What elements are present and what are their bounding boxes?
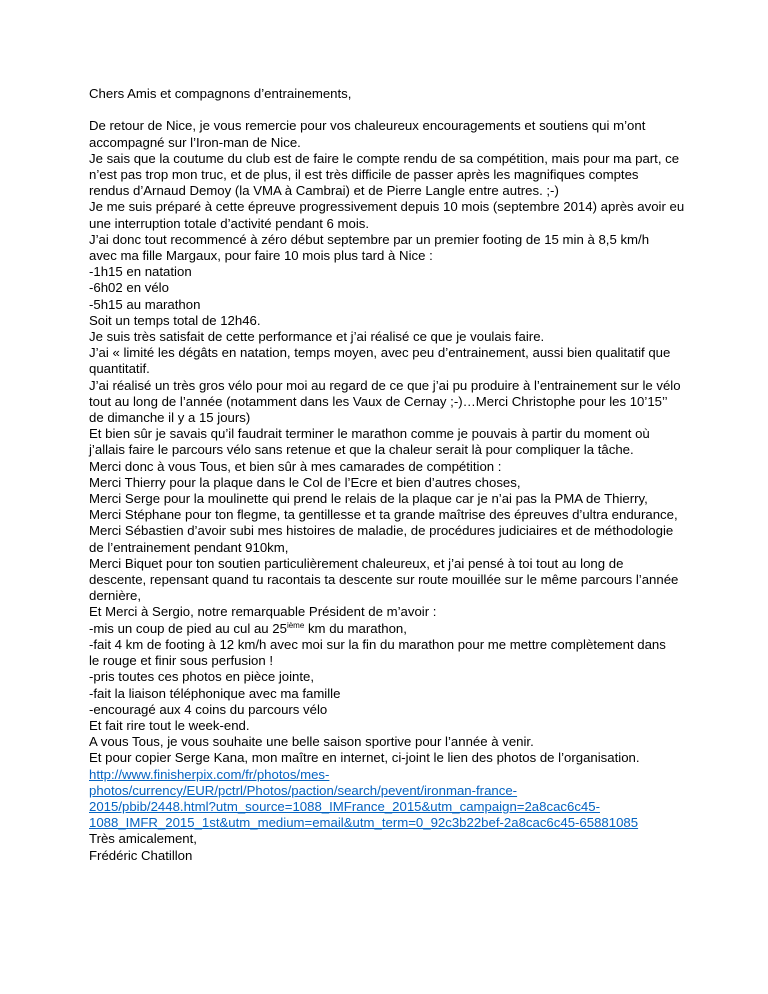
text-line: J’ai donc tout recommencé à zéro début septembre par un premier footing de 15 min à 8,5 km/h: [89, 231, 650, 247]
text-line: Et Merci à Sergio, notre remarquable Président de m’avoir :: [89, 604, 437, 620]
text-line: -fait 4 km de footing à 12 km/h avec moi sur la fin du marathon pour me mettre complètement dans: [89, 636, 666, 652]
text-line: de dimanche il y a 15 jours): [89, 410, 251, 426]
text-line: Et fait rire tout le week-end.: [89, 717, 250, 733]
text-line: Soit un temps total de 12h46.: [89, 312, 261, 328]
kick-line: [89, 621, 688, 637]
ordinal-superscript: ième: [286, 620, 305, 630]
body-text-b: [89, 637, 688, 767]
kick-text-before: -mis un coup de pied au cul au 25: [89, 620, 287, 636]
greeting: Chers Amis et compagnons d’entrainements,: [89, 86, 352, 101]
text-line: Je sais que la coutume du club est de faire le compte rendu de sa compétition, mais pour ma part, ce: [89, 150, 680, 166]
text-line: j’allais faire le parcours vélo sans retenue et que la chaleur serait là pour compliquer la tâche.: [89, 442, 634, 458]
text-line: Merci donc à vous Tous, et bien sûr à mes camarades de compétition :: [89, 458, 502, 474]
text-line: Je me suis préparé à cette épreuve progressivement depuis 10 mois (septembre 2014) après avoir eu: [89, 199, 685, 215]
closing: Très amicalement,: [89, 831, 197, 847]
text-line: dernière,: [89, 588, 142, 604]
text-line: Merci Stéphane pour ton flegme, ta gentillesse et ta grande maîtrise des épreuves d’ultra endurance,: [89, 507, 678, 523]
text-line: le rouge et finir sous perfusion !: [89, 653, 273, 669]
text-line: tout au long de l’année (notamment dans les Vaux de Cernay ;-)…Merci Christophe pour les 10’15’’: [89, 393, 668, 409]
text-line: De retour de Nice, je vous remercie pour vos chaleureux encouragements et soutiens qui m’ont: [89, 118, 646, 134]
text-line: Et pour copier Serge Kana, mon maître en internet, ci-joint le lien des photos de l’organisation.: [89, 750, 640, 766]
link-line[interactable]: 1088_IMFR_2015_1st&utm_medium=email&utm_term=0_92c3b22bef-2a8cac6c45-65881085: [89, 815, 639, 831]
body-text-a: [89, 118, 688, 620]
text-line: -1h15 en natation: [89, 264, 192, 280]
text-line: -pris toutes ces photos en pièce jointe,: [89, 669, 315, 685]
text-line: une interruption totale d’activité pendant 6 mois.: [89, 215, 370, 231]
signature: Frédéric Chatillon: [89, 847, 193, 863]
text-line: J’ai « limité les dégâts en natation, temps moyen, avec peu d’entrainement, aussi bien qualitatif que: [89, 345, 671, 361]
text-line: avec ma fille Margaux, pour faire 10 mois plus tard à Nice :: [89, 248, 433, 264]
link-line[interactable]: http://www.finisherpix.com/fr/photos/mes-: [89, 766, 330, 782]
text-line: Je suis très satisfait de cette performance et j’ai réalisé ce que je voulais faire.: [89, 329, 545, 345]
text-line: Et bien sûr je savais qu’il faudrait terminer le marathon comme je pouvais à partir du moment où: [89, 426, 650, 442]
text-line: n’est pas trop mon truc, et de plus, il est très difficile de passer après les magnifiques comptes: [89, 167, 639, 182]
text-line: descente, repensant quand tu racontais ta descente sur route mouillée sur le même parcours l’année: [89, 572, 679, 588]
link-line[interactable]: 2015/pbib/2448.html?utm_source=1088_IMFrance_2015&utm_campaign=2a8cac6c45-: [89, 798, 600, 814]
text-line: -6h02 en vélo: [89, 280, 169, 296]
text-line: Merci Serge pour la moulinette qui prend le relais de la plaque car je n’ai pas la PMA de Thierry,: [89, 491, 648, 507]
paragraph-gap: [89, 102, 688, 118]
text-line: Merci Sébastien d’avoir subi mes histoires de maladie, de procédures judiciaires et de méthodologie: [89, 523, 674, 539]
text-line: J’ai réalisé un très gros vélo pour moi au regard de ce que j’ai pu produire à l’entrainement sur le vélo: [89, 377, 681, 393]
text-line: quantitatif.: [89, 361, 150, 377]
text-line: de l’entrainement pendant 910km,: [89, 539, 289, 555]
kick-text-after: km du marathon,: [304, 620, 407, 636]
text-line: -5h15 au marathon: [89, 296, 201, 312]
photos-link[interactable]: [89, 767, 688, 832]
text-line: rendus d’Arnaud Demoy (la VMA à Cambrai) et de Pierre Langle entre autres. ;-): [89, 183, 559, 199]
text-line: A vous Tous, je vous souhaite une belle saison sportive pour l’année à venir.: [89, 734, 534, 750]
text-line: Merci Thierry pour la plaque dans le Col de l’Ecre et bien d’autres choses,: [89, 474, 521, 490]
text-line: -encouragé aux 4 coins du parcours vélo: [89, 701, 328, 717]
text-line: -fait la liaison téléphonique avec ma famille: [89, 685, 341, 701]
link-line[interactable]: photos/currency/EUR/pctrl/Photos/paction/search/pevent/ironman-france-: [89, 782, 518, 798]
text-line: accompagné sur l’Iron-man de Nice.: [89, 134, 301, 150]
text-line: Merci Biquet pour ton soutien particulièrement chaleureux, et j’ai pensé à toi tout au long de: [89, 555, 624, 571]
